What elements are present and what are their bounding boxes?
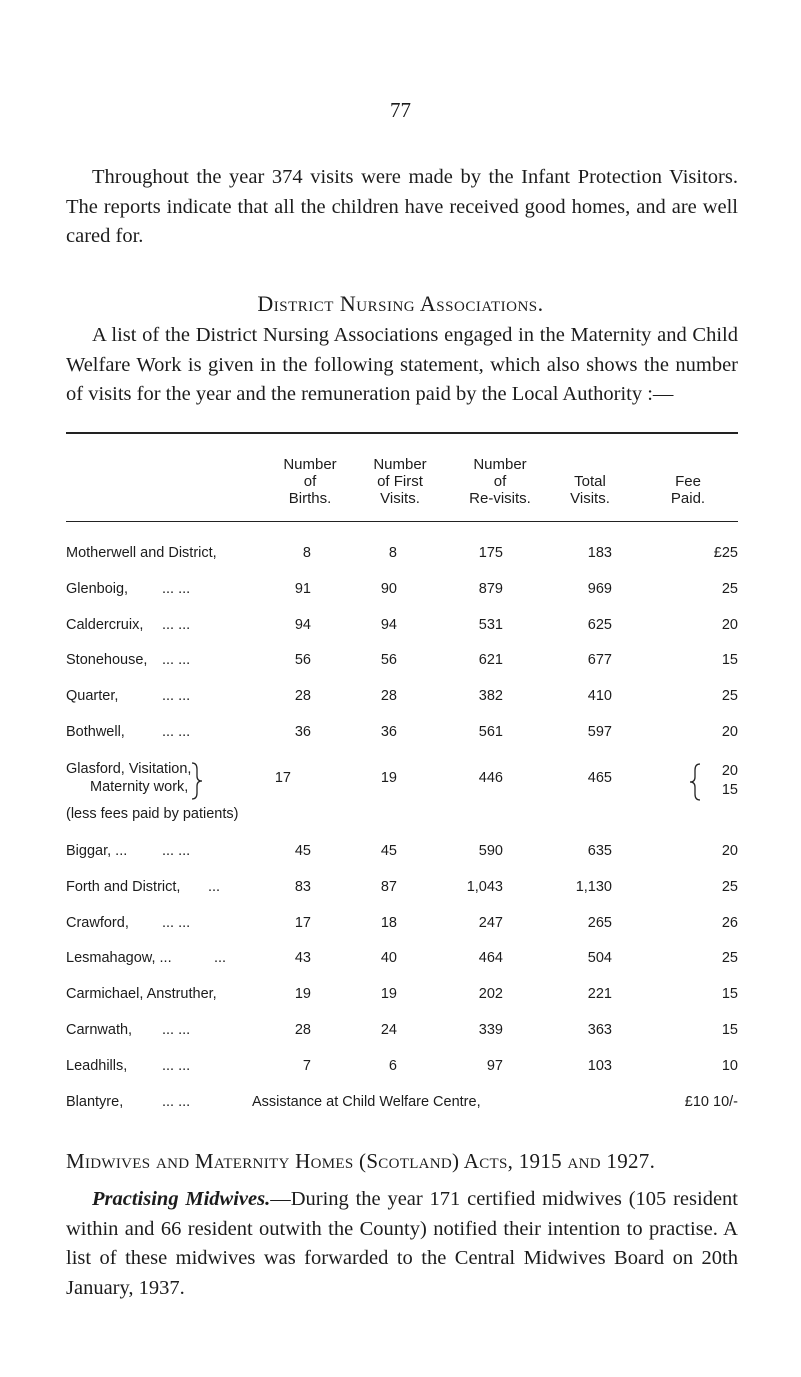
cell-fee: 26 — [721, 915, 738, 931]
cell-fee: 15 — [721, 782, 738, 798]
cell-total: 969 — [587, 581, 612, 597]
table-row — [66, 652, 738, 674]
cell-births: 56 — [294, 652, 311, 668]
cell-revisits: 446 — [478, 770, 503, 786]
row-leader-dots: ... ... — [162, 617, 191, 633]
cell-births: 19 — [294, 986, 311, 1002]
cell-fee: 25 — [721, 688, 738, 704]
cell-fee: 15 — [721, 1022, 738, 1038]
intro-paragraph — [66, 163, 738, 252]
district-paragraph — [66, 321, 738, 410]
table-row — [66, 843, 738, 865]
cell-first-visits: 56 — [380, 652, 397, 668]
header-line: Number — [473, 456, 527, 473]
cell-births: 8 — [302, 545, 311, 561]
table-row — [66, 950, 738, 972]
cell-births: 91 — [294, 581, 311, 597]
page-number: 77 — [390, 98, 411, 122]
header-line: of First — [377, 473, 423, 490]
header-line: of — [303, 473, 317, 490]
table-row — [66, 915, 738, 937]
cell-total: 677 — [587, 652, 612, 668]
table-row — [66, 1058, 738, 1080]
cell-first-visits: 8 — [388, 545, 397, 561]
col-header-first-visits — [345, 456, 455, 508]
row-note: (less fees paid by patients) — [66, 806, 239, 822]
cell-first-visits: 18 — [380, 915, 397, 931]
table-row — [66, 1022, 738, 1044]
table-row — [66, 724, 738, 746]
cell-fee: 20 — [721, 724, 738, 740]
cell-revisits: 175 — [478, 545, 503, 561]
cell-total: 597 — [587, 724, 612, 740]
cell-first-visits: 19 — [380, 986, 397, 1002]
header-line: Re-visits. — [469, 490, 531, 507]
cell-total: 221 — [587, 986, 612, 1002]
row-name: Forth and District, — [66, 879, 181, 895]
row-name: Carnwath, — [66, 1022, 133, 1038]
cell-first-visits: 87 — [380, 879, 397, 895]
cell-first-visits: 94 — [380, 617, 397, 633]
row-leader-dots: ... ... — [162, 724, 191, 740]
cell-births: 7 — [302, 1058, 311, 1074]
cell-fee: 25 — [721, 581, 738, 597]
row-name: Carmichael, Anstruther, — [66, 986, 217, 1002]
row-leader-dots: ... ... — [162, 1094, 191, 1110]
cell-total: 625 — [587, 617, 612, 633]
table-row — [66, 986, 738, 1008]
cell-births: 28 — [294, 1022, 311, 1038]
row-name: Glenboig, — [66, 581, 129, 597]
row-leader-dots: ... ... — [162, 1022, 191, 1038]
row-name: Motherwell and District, — [66, 545, 217, 561]
district-text: A list of the District Nursing Associations engaged in the Maternity and Child Welfare Work is given in the following statement, which also shows the number of visits for the year and the remuneration paid by the Local Authority :— — [66, 324, 738, 405]
table-row — [66, 617, 738, 639]
cell-revisits: 464 — [478, 950, 503, 966]
cell-total: 504 — [587, 950, 612, 966]
cell-births: 45 — [294, 843, 311, 859]
cell-first-visits: 24 — [380, 1022, 397, 1038]
midwives-heading: Midwives and Maternity Homes (Scotland) Acts, 1915 and 1927. — [66, 1149, 656, 1173]
glasford-fee-2 — [66, 782, 738, 804]
cell-fee: 25 — [721, 879, 738, 895]
col-header-fee-paid — [638, 473, 738, 509]
cell-births: 17 — [294, 915, 311, 931]
cell-fee: 15 — [721, 652, 738, 668]
cell-total: 183 — [587, 545, 612, 561]
row-name: Blantyre, — [66, 1094, 124, 1110]
cell-fee: 10 — [721, 1058, 738, 1074]
glasford-line-3 — [66, 806, 738, 828]
cell-first-visits: 28 — [380, 688, 397, 704]
table-top-rule — [66, 432, 738, 434]
intro-text: Throughout the year 374 visits were made by the Infant Protection Visitors. The reports indicate that all the children have received good homes, and are well cared for. — [66, 166, 738, 247]
practising-text: —During the year 171 certified midwives (105 resident within and 66 resident outwith the County) notified their intention to practise. A list of these midwives was forwarded to the Central Midwives Board on 20th January, 1937. — [66, 1188, 738, 1299]
table-header-rule — [66, 521, 738, 522]
row-name: Quarter, — [66, 688, 119, 704]
row-leader-dots: ... ... — [162, 1058, 191, 1074]
row-name: Bothwell, — [66, 724, 125, 740]
cell-total: 1,130 — [575, 879, 612, 895]
row-leader-dots: ... — [208, 879, 221, 895]
table-row — [66, 688, 738, 710]
header-line: Fee — [675, 473, 701, 490]
cell-revisits: 382 — [478, 688, 503, 704]
cell-fee: £10 10/- — [684, 1094, 738, 1110]
cell-total: 635 — [587, 843, 612, 859]
row-name: Leadhills, — [66, 1058, 128, 1074]
cell-first-visits: 36 — [380, 724, 397, 740]
cell-births: 17 — [274, 770, 291, 786]
row-note: Assistance at Child Welfare Centre, — [252, 1094, 481, 1110]
col-header-total-visits — [540, 473, 640, 509]
cell-first-visits: 90 — [380, 581, 397, 597]
row-name: Caldercruix, — [66, 617, 144, 633]
cell-births: 28 — [294, 688, 311, 704]
row-name: Glasford, Visitation, — [66, 761, 192, 777]
cell-total: 103 — [587, 1058, 612, 1074]
cell-revisits: 531 — [478, 617, 503, 633]
row-name: Crawford, — [66, 915, 129, 931]
row-leader-dots: ... ... — [162, 915, 191, 931]
cell-fee: 20 — [721, 843, 738, 859]
cell-first-visits: 6 — [388, 1058, 397, 1074]
cell-revisits: 561 — [478, 724, 503, 740]
cell-total: 465 — [587, 770, 612, 786]
header-line: Births. — [288, 490, 332, 507]
cell-first-visits: 45 — [380, 843, 397, 859]
header-line: of — [493, 473, 507, 490]
header-line: Paid. — [670, 490, 706, 507]
row-leader-dots: ... ... — [162, 843, 191, 859]
cell-revisits: 1,043 — [466, 879, 503, 895]
row-leader-dots: ... ... — [162, 652, 191, 668]
cell-fee: 15 — [721, 986, 738, 1002]
row-leader-dots: ... ... — [162, 581, 191, 597]
row-leader-dots: ... ... — [162, 688, 191, 704]
practising-paragraph — [66, 1185, 738, 1303]
header-line: Number — [283, 456, 337, 473]
header-line: Total — [574, 473, 606, 490]
header-line: Number — [373, 456, 427, 473]
table-row-blantyre — [66, 1094, 738, 1116]
table-row — [66, 581, 738, 603]
table-row — [66, 545, 738, 567]
cell-total: 363 — [587, 1022, 612, 1038]
row-name: Maternity work, — [90, 779, 189, 795]
row-name: Stonehouse, — [66, 652, 148, 668]
cell-fee: 20 — [721, 763, 738, 779]
cell-revisits: 621 — [478, 652, 503, 668]
cell-revisits: 202 — [478, 986, 503, 1002]
header-line: Visits. — [380, 490, 420, 507]
cell-total: 265 — [587, 915, 612, 931]
cell-revisits: 247 — [478, 915, 503, 931]
cell-births: 94 — [294, 617, 311, 633]
cell-revisits: 590 — [478, 843, 503, 859]
row-name: Lesmahagow, ... — [66, 950, 172, 966]
cell-fee: 25 — [721, 950, 738, 966]
cell-revisits: 879 — [478, 581, 503, 597]
table-row — [66, 879, 738, 901]
header-line: Visits. — [570, 490, 610, 507]
cell-revisits: 97 — [486, 1058, 503, 1074]
row-leader-dots: ... — [214, 950, 227, 966]
cell-total: 410 — [587, 688, 612, 704]
cell-births: 43 — [294, 950, 311, 966]
practising-label: Practising Midwives. — [92, 1188, 271, 1210]
row-name: Biggar, ... — [66, 843, 128, 859]
cell-first-visits: 40 — [380, 950, 397, 966]
cell-births: 83 — [294, 879, 311, 895]
cell-births: 36 — [294, 724, 311, 740]
cell-fee: 20 — [721, 617, 738, 633]
district-heading: District Nursing Associations. — [257, 291, 544, 316]
cell-fee: £25 — [713, 545, 738, 561]
cell-first-visits: 19 — [380, 770, 397, 786]
cell-revisits: 339 — [478, 1022, 503, 1038]
